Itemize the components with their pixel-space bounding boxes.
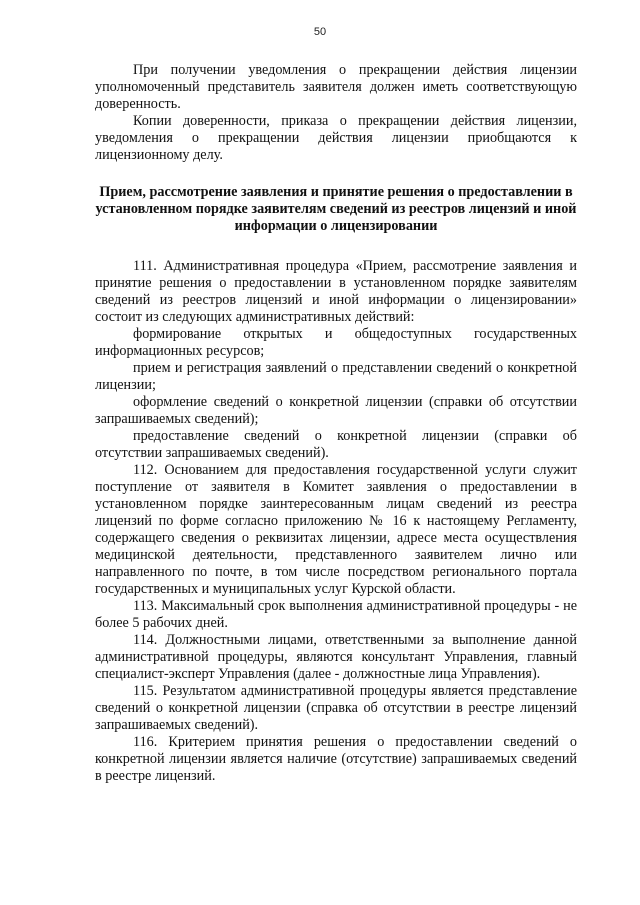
paragraph-113: 113. Максимальный срок выполнения административной процедуры - не более 5 рабочих дней. xyxy=(95,598,577,631)
list-item: прием и регистрация заявлений о представлении сведений о конкретной лицензии; xyxy=(95,360,577,393)
paragraph-112: 112. Основанием для предоставления государственной услуги служит поступление от заявителя в Комитет заявления о предоставлении в установленном порядке заинтересованным лицам сведений из реестра лицензий по форме согласно приложению № 16 к настоящему Регламенту, содержащего сведения о реквизитах лицензии, адресе места осуществления медицинской деятельности, представленного заявителем лично или направленного по почте, в том числе посредством регионального портала государственных и муниципальных услуг Курской области. xyxy=(95,462,577,597)
list-item: предоставление сведений о конкретной лицензии (справки об отсутствии запрашиваемых сведений). xyxy=(95,428,577,461)
page-number: 50 xyxy=(313,26,327,38)
paragraph-111: 111. Административная процедура «Прием, рассмотрение заявления и принятие решения о предоставлении в установленном порядке заявителям сведений из реестров лицензий и иной информации о лицензировании» состоит из следующих административных действий: xyxy=(95,258,577,325)
document-body xyxy=(95,62,577,785)
paragraph: Копии доверенности, приказа о прекращении действия лицензии, уведомления о прекращении действия лицензии приобщаются к лицензионному делу. xyxy=(95,113,577,163)
paragraph-114: 114. Должностными лицами, ответственными за выполнение данной административной процедуры, являются консультант Управления, главный специалист-эксперт Управления (далее - должностные лица Управления). xyxy=(95,632,577,682)
paragraph-115: 115. Результатом административной процедуры является представление сведений о конкретной лицензии (справка об отсутствии в реестре лицензий запрашиваемых сведений). xyxy=(95,683,577,733)
list-item: оформление сведений о конкретной лицензии (справки об отсутствии запрашиваемых сведений); xyxy=(95,394,577,427)
section-heading: Прием, рассмотрение заявления и принятие решения о предоставлении в установленном порядке заявителям сведений из реестров лицензий и иной информации о лицензировании xyxy=(95,184,577,234)
list-item: формирование открытых и общедоступных государственных информационных ресурсов; xyxy=(95,326,577,359)
paragraph: При получении уведомления о прекращении действия лицензии уполномоченный представитель заявителя должен иметь соответствующую доверенность. xyxy=(95,62,577,112)
paragraph-116: 116. Критерием принятия решения о предоставлении сведений о конкретной лицензии является наличие (отсутствие) запрашиваемых сведений в реестре лицензий. xyxy=(95,734,577,784)
